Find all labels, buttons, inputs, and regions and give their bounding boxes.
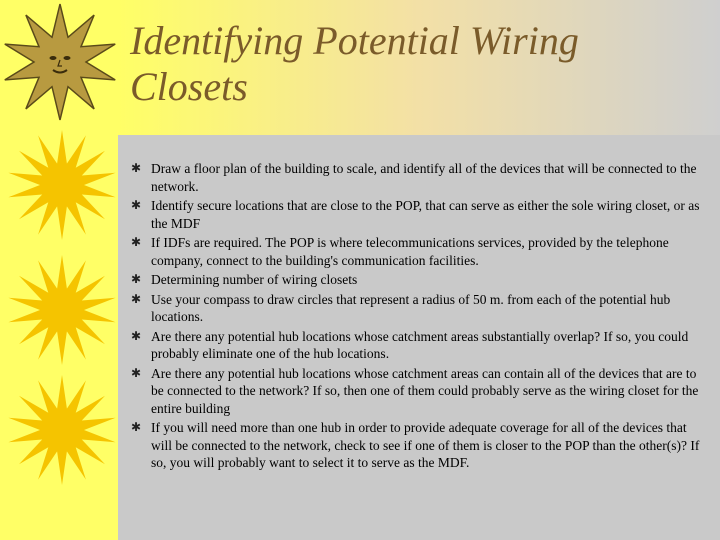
bullet-list (131, 160, 711, 474)
bullet-text: Identify secure locations that are close to the POP, that can serve as either the sole wiring closet, or as the MDF (151, 198, 700, 231)
list-item (131, 365, 711, 418)
list-item (131, 291, 711, 326)
bullet-text: Draw a floor plan of the building to scale, and identify all of the devices that will be connected to the network. (151, 161, 697, 194)
slide-title: Identifying Potential Wiring Closets (130, 18, 579, 109)
sun-icon (8, 130, 115, 240)
bullet-marker-icon: ✱ (131, 272, 142, 286)
bullet-marker-icon: ✱ (131, 365, 142, 380)
list-item (131, 197, 711, 232)
bullet-marker-icon: ✱ (131, 161, 142, 175)
bullet-marker-icon: ✱ (131, 420, 142, 434)
bullet-marker-icon: ✱ (131, 235, 142, 249)
bullet-text: If IDFs are required. The POP is where telecommunications services, provided by the telephone company, connect to the building's communication facilities. (151, 235, 669, 268)
list-item (131, 271, 711, 289)
list-item (131, 160, 711, 195)
list-item (131, 234, 711, 269)
bullet-marker-icon: ✱ (131, 198, 142, 212)
bullet-marker-icon: ✱ (131, 291, 142, 306)
bullet-text: Are there any potential hub locations whose catchment areas substantially overlap? If so, you could probably eliminate one of the hub locations. (151, 328, 689, 361)
bullet-marker-icon: ✱ (131, 328, 142, 343)
bullet-text: Are there any potential hub locations whose catchment areas can contain all of the devices that are to be connected to the network? If so, then one of them could probably serve as the wiring closet for the entire building (151, 365, 699, 416)
list-item (131, 419, 711, 472)
sun-icon (8, 255, 115, 365)
sun-face-icon (5, 4, 115, 120)
bullet-text: Determining number of wiring closets (151, 272, 358, 287)
list-item (131, 328, 711, 363)
sun-icon (8, 375, 115, 485)
bullet-text: If you will need more than one hub in order to provide adequate coverage for all of the devices that will be connected to the network, check to see if one of them is closer to the POP than the other(s)? If so, you will probably want to select it to serve as the MDF. (151, 420, 700, 470)
bullet-text: Use your compass to draw circles that represent a radius of 50 m. from each of the potential hub locations. (151, 291, 671, 324)
